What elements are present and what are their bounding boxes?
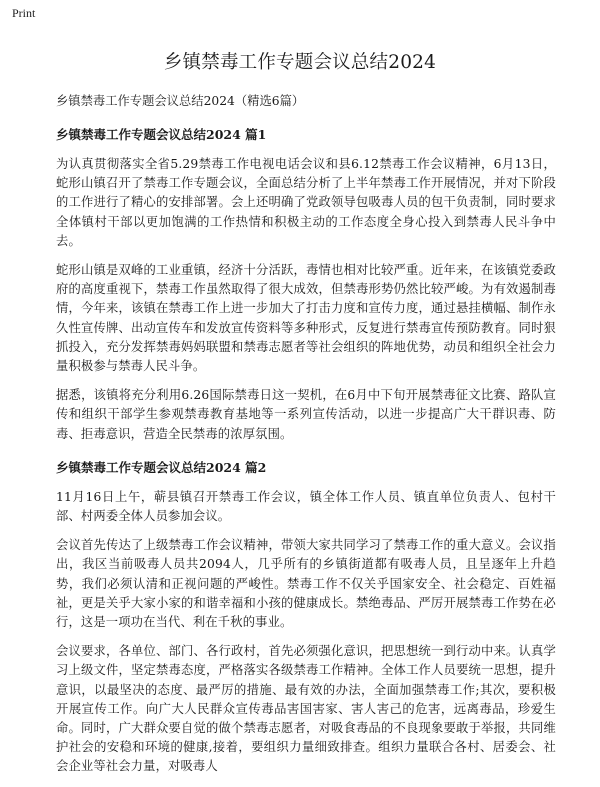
paragraph: 蛇形山镇是双峰的工业重镇，经济十分活跃，毒情也相对比较严重。近年来，在该镇党委政府的高度重视下，禁毒工作虽然取得了很大成效，但禁毒形势仍然比较严峻。为有效遏制毒情，今年来，该镇在禁毒工作上进一步加大了打击力度和宣传力度，通过悬挂横幅、制作永久性宣传牌、出动宣传车和发放宣传资料等多种形式，反复进行禁毒宣传预防教育。同时狠抓投入，充分发挥禁毒妈妈联盟和禁毒志愿者等社会组织的阵地优势，动员和组织全社会力量积极参与禁毒人民斗争。 — [56, 263, 556, 374]
paragraph: 为认真贯彻落实全省5.29禁毒工作电视电话会议和县6.12禁毒工作会议精神，6月13日，蛇形山镇召开了禁毒工作专题会议，全面总结分析了上半年禁毒工作开展情况，并对下阶段的工作进行了精心的安排部署。会上还明确了党政领导包吸毒人员的包干负责制，同时要求全体镇村干部以更加饱满的工作热情和积极主动的工作态度全身心投入到禁毒人民斗争中去。 — [56, 157, 556, 248]
document-title: 乡镇禁毒工作专题会议总结2024 — [163, 52, 437, 73]
section-heading: 乡镇禁毒工作专题会议总结2024 篇1 — [56, 127, 267, 142]
section-2 — [56, 458, 556, 777]
document-body — [56, 91, 556, 787]
paragraph: 会议首先传达了上级禁毒工作会议精神，带领大家共同学习了禁毒工作的重大意义。会议指出，我区当前吸毒人员共2094人，几乎所有的乡镇街道都有吸毒人员，且呈逐年上升趋势，我们必须认清和正视问题的严峻性。禁毒工作不仅关乎国家安全、社会稳定、百姓福祉，更是关乎大家小家的和谐幸福和小孩的健康成长。禁绝毒品、严厉开展禁毒工作势在必行，这是一项功在当代、利在千秋的事业。 — [56, 538, 556, 630]
print-link[interactable]: Print — [12, 6, 36, 20]
paragraph: 据悉，该镇将充分利用6.26国际禁毒日这一契机，在6月中下旬开展禁毒征文比赛、路队宣传和组织干部学生参观禁毒教育基地等一系列宣传活动，以进一步提高广大干群识毒、防毒、拒毒意识，营造全民禁毒的浓厚氛围。 — [56, 388, 556, 441]
paragraph: 11月16日上午，蕲县镇召开禁毒工作会议，镇全体工作人员、镇直单位负责人、包村干部、村两委全体人员参加会议。 — [56, 489, 556, 524]
paragraph: 会议要求，各单位、部门、各行政村，首先必须强化意识，把思想统一到行动中来。认真学习上级文件，坚定禁毒态度，严格落实各级禁毒工作精神。全体工作人员要统一思想，提升意识，以最坚决的态度、最严厉的措施、最有效的办法，全面加强禁毒工作;其次，要积极开展宣传工作。向广大人民群众宣传毒品害国害家、害人害己的危害，远离毒品，珍爱生命。同时，广大群众要自觉的做个禁毒志愿者，对吸食毒品的不良现象要敢于举报，共同维护社会的安稳和环境的健康,接着，要组织力量细致排查。组织力量联合各村、居委会、社会企业等社会力量，对吸毒人 — [56, 644, 556, 774]
section-heading: 乡镇禁毒工作专题会议总结2024 篇2 — [56, 459, 267, 475]
section-1 — [56, 125, 556, 444]
document-subtitle: 乡镇禁毒工作专题会议总结2024（精选6篇） — [56, 94, 305, 108]
